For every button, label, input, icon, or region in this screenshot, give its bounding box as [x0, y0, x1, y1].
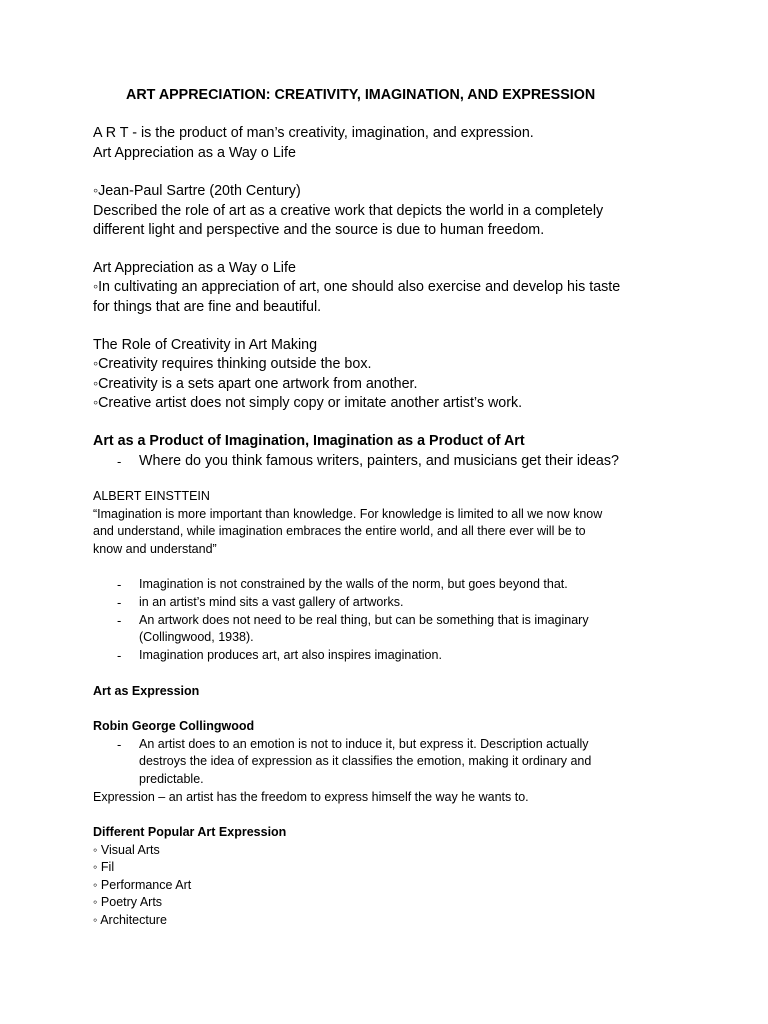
popular-item: ◦ Architecture — [93, 913, 167, 927]
sartre-line-2: different light and perspective and the source is due to human freedom. — [93, 222, 545, 238]
list-dash: - — [117, 595, 122, 610]
document-title: ART APPRECIATION: CREATIVITY, IMAGINATION, AND EXPRESSION — [126, 87, 596, 103]
imagination-bullet: Imagination produces art, art also inspires imagination. — [139, 648, 442, 662]
einstein-quote-line-3: know and understand” — [93, 542, 217, 556]
way-of-life-line-1: ◦In cultivating an appreciation of art, one should also exercise and develop his taste — [93, 279, 621, 295]
imagination-bullet: An artwork does not need to be real thing, but can be something that is imaginary — [139, 613, 589, 627]
creativity-item: ◦Creative artist does not simply copy or imitate another artist’s work. — [93, 395, 523, 411]
list-dash: - — [117, 613, 122, 628]
collingwood-bullet-line-2: destroys the idea of expression as it classifies the emotion, making it ordinary and — [139, 754, 592, 768]
popular-item: ◦ Performance Art — [93, 878, 192, 892]
list-dash: - — [117, 454, 122, 469]
list-dash: - — [117, 577, 122, 592]
expression-freedom: Expression – an artist has the freedom to express himself the way he wants to. — [93, 790, 529, 804]
collingwood-bullet-line-3: predictable. — [139, 772, 204, 786]
imagination-question: Where do you think famous writers, painters, and musicians get their ideas? — [139, 453, 619, 469]
collingwood-bullet-line-1: An artist does to an emotion is not to induce it, but express it. Description actually — [139, 737, 589, 751]
popular-item: ◦ Visual Arts — [93, 843, 160, 857]
creativity-item: ◦Creativity is a sets apart one artwork from another. — [93, 376, 418, 392]
popular-heading: Different Popular Art Expression — [93, 825, 287, 839]
imagination-bullet-continuation: (Collingwood, 1938). — [139, 630, 254, 644]
collingwood-heading: Robin George Collingwood — [93, 719, 255, 733]
sartre-line-1: Described the role of art as a creative work that depicts the world in a completely — [93, 203, 604, 219]
imagination-bullet: in an artist’s mind sits a vast gallery of artworks. — [139, 595, 404, 609]
intro-line-2: Art Appreciation as a Way o Life — [93, 145, 296, 161]
list-dash: - — [117, 737, 122, 752]
imagination-bullet: Imagination is not constrained by the walls of the norm, but goes beyond that. — [139, 577, 568, 591]
einstein-quote-line-2: and understand, while imagination embraces the entire world, and all there ever will be to — [93, 524, 586, 538]
sartre-heading: ◦Jean-Paul Sartre (20th Century) — [93, 183, 301, 199]
way-of-life-line-2: for things that are fine and beautiful. — [93, 299, 322, 315]
popular-item: ◦ Fil — [93, 860, 115, 874]
list-dash: - — [117, 648, 122, 663]
intro-line-1: A R T - is the product of man’s creativity, imagination, and expression. — [93, 125, 534, 141]
imagination-heading: Art as a Product of Imagination, Imagination as a Product of Art — [93, 433, 525, 449]
creativity-item: ◦Creativity requires thinking outside the box. — [93, 356, 372, 372]
way-of-life-heading: Art Appreciation as a Way o Life — [93, 260, 296, 276]
creativity-heading: The Role of Creativity in Art Making — [93, 337, 318, 353]
popular-item: ◦ Poetry Arts — [93, 895, 163, 909]
einstein-name: ALBERT EINSTTEIN — [93, 489, 210, 503]
einstein-quote-line-1: “Imagination is more important than knowledge. For knowledge is limited to all we now know — [93, 507, 603, 521]
expression-heading: Art as Expression — [93, 684, 200, 698]
